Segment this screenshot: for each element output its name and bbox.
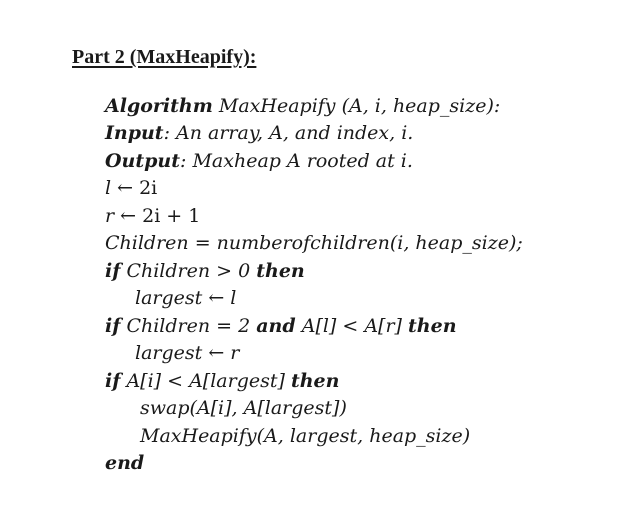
if-children-line [105, 259, 305, 283]
output-keyword: Output [105, 150, 181, 172]
var-r: r [105, 205, 115, 227]
if-two-children-line [105, 314, 457, 338]
largest-r-line [135, 341, 239, 365]
if-keyword: if [105, 315, 121, 337]
then-keyword: then [290, 370, 340, 392]
if-condition: Children = 2 [126, 315, 251, 337]
algorithm-name: MaxHeapify (A, i, heap_size): [218, 95, 501, 117]
if-swap-line [105, 369, 339, 393]
input-line [105, 121, 413, 145]
largest-assign-l: largest ← l [135, 287, 237, 309]
then-keyword: then [256, 260, 305, 282]
recursive-call: MaxHeapify(A, largest, heap_size) [140, 425, 471, 447]
input-description: : An array, A, and index, i. [163, 122, 414, 144]
compare-expr: A[l] < A[r] [301, 315, 402, 337]
if-condition: Children > 0 [126, 260, 251, 282]
var-l: l [105, 177, 112, 199]
and-keyword: and [256, 315, 296, 337]
input-keyword: Input [105, 122, 164, 144]
end-keyword: end [105, 452, 145, 474]
end-line [105, 451, 144, 475]
swap-line [140, 396, 347, 420]
largest-assign-r: largest ← r [135, 342, 240, 364]
section-heading: Part 2 (MaxHeapify): [72, 46, 257, 68]
if-keyword: if [105, 370, 121, 392]
assign-l-expr: ← 2i [117, 177, 158, 199]
output-line [105, 149, 413, 173]
assign-r-expr: ← 2i + 1 [120, 205, 201, 227]
then-keyword: then [408, 315, 457, 337]
if-keyword: if [105, 260, 121, 282]
output-description: : Maxheap A rooted at i. [180, 150, 413, 172]
children-assign: Children = numberofchildren(i, heap_size); [105, 232, 523, 254]
if-condition: A[i] < A[largest] [126, 370, 285, 392]
assign-l-line [105, 176, 157, 200]
algorithm-keyword: Algorithm [105, 95, 213, 117]
assign-r-line [105, 204, 200, 228]
swap-call: swap(A[i], A[largest]) [140, 397, 347, 419]
children-assign-line [105, 231, 523, 255]
largest-l-line [135, 286, 236, 310]
recursive-call-line [140, 424, 470, 448]
algorithm-signature [105, 94, 500, 118]
